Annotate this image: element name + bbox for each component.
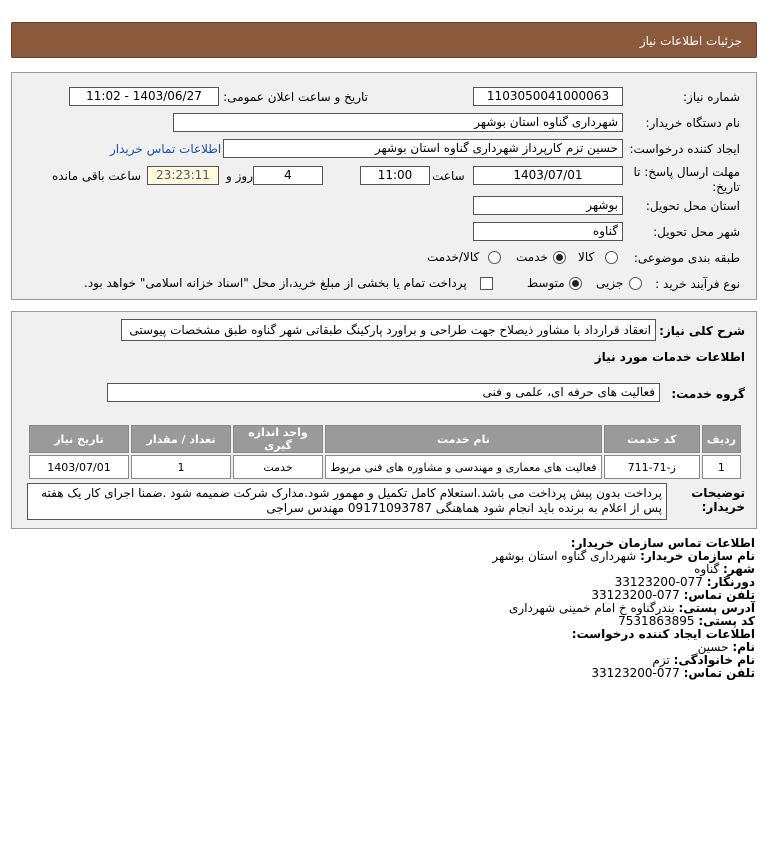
cell-service-name: فعالیت های معماری و مهندسی و مشاوره های فنی مربوط	[325, 455, 602, 479]
creator-family-value: تزم	[652, 653, 670, 667]
col-unit: واحد اندازه گیری	[233, 425, 323, 453]
description-label: شرح کلی نیاز:	[659, 324, 745, 338]
category-radio-goods[interactable]	[605, 251, 618, 264]
creator-phone-value: 077-33123200	[591, 666, 680, 680]
category-option-service: خدمت	[516, 250, 548, 264]
services-section-title: اطلاعات خدمات مورد نیاز	[594, 350, 745, 364]
creator-family-label: نام خانوادگی:	[673, 653, 755, 667]
buyer-org-value: شهرداری گناوه استان بوشهر	[492, 549, 637, 563]
buyer-fax-label: دورنگار:	[706, 575, 755, 589]
buyer-notes-field	[27, 483, 667, 520]
category-label: طبقه بندی موضوعی:	[633, 251, 740, 265]
buyer-contact-link[interactable]: اطلاعات تماس خریدار	[110, 142, 222, 156]
creator-name-label: نام:	[732, 640, 755, 654]
buyer-phone-value: 077-33123200	[591, 588, 680, 602]
buyer-name-label: نام دستگاه خریدار:	[645, 116, 740, 130]
category-radio-service[interactable]	[553, 251, 566, 264]
creator-contact-title: اطلاعات ایجاد کننده درخواست:	[571, 627, 755, 641]
page-title: جزئیات اطلاعات نیاز	[639, 34, 742, 48]
col-need-date: تاریخ نیاز	[29, 425, 129, 453]
need-number-label: شماره نیاز:	[683, 90, 740, 104]
days-label: روز و	[226, 169, 253, 183]
process-option-minor: جزیی	[596, 276, 624, 290]
days-field: 4	[253, 166, 323, 185]
col-service-code: کد خدمت	[604, 425, 700, 453]
creator-label: ایجاد کننده درخواست:	[629, 142, 740, 156]
category-option-goods-service: کالا/خدمت	[427, 250, 480, 264]
category-radio-goods-service[interactable]	[488, 251, 501, 264]
cell-unit: خدمت	[233, 455, 323, 479]
cell-row: 1	[702, 455, 741, 479]
service-group-label: گروه خدمت:	[671, 387, 745, 401]
buyer-fax-value: 077-33123200	[614, 575, 703, 589]
buyer-phone-label: تلفن تماس:	[683, 588, 755, 602]
buyer-contact-info	[195, 537, 755, 680]
page-header	[11, 22, 757, 58]
buyer-city-label: شهر:	[723, 562, 755, 576]
buyer-notes-label: توضیحات خریدار:	[691, 486, 745, 514]
buyer-city-value: گناوه	[694, 562, 720, 576]
province-label: استان محل تحویل:	[645, 199, 740, 213]
time-label: ساعت	[432, 169, 465, 183]
cell-need-date: 1403/07/01	[29, 455, 129, 479]
remaining-label: ساعت باقی مانده	[52, 169, 142, 183]
announce-field: 1403/06/27 - 11:02	[69, 87, 219, 106]
creator-field: حسین تزم کارپرداز شهرداری گناوه استان بوشهر	[223, 139, 623, 158]
buyer-postal-label: کد پستی:	[698, 614, 755, 628]
creator-phone-label: تلفن تماس:	[683, 666, 755, 680]
process-radio-medium[interactable]	[569, 277, 582, 290]
remaining-time-field: 23:23:11	[147, 166, 219, 185]
buyer-name-field: شهرداری گناوه استان بوشهر	[173, 113, 623, 132]
process-radio-minor[interactable]	[629, 277, 642, 290]
buyer-address-label: آدرس پستی:	[678, 601, 755, 615]
buyer-postal-value: 7531863895	[618, 614, 695, 628]
description-field: انعقاد قرارداد با مشاور ذیصلاح جهت طراحی و براورد پارکینگ طبقاتی شهر گناوه طبق مشخصات پیوستی	[121, 319, 656, 341]
col-row: ردیف	[702, 425, 741, 453]
buyer-contact-title: اطلاعات تماس سازمان خریدار:	[570, 536, 755, 550]
city-field: گناوه	[473, 222, 623, 241]
services-table-header	[29, 425, 741, 453]
cell-quantity: 1	[131, 455, 231, 479]
deadline-date-field: 1403/07/01	[473, 166, 623, 185]
deadline-label: مهلت ارسال پاسخ: تا تاریخ:	[633, 165, 740, 194]
treasury-payment-checkbox[interactable]	[480, 277, 493, 290]
treasury-payment-text: پرداخت تمام یا بخشی از مبلغ خرید،از محل "اسناد خزانه اسلامی" خواهد بود.	[84, 276, 467, 290]
buyer-notes-line-2: پس از اعلام به برنده باید انجام شود هماهنگی 09171093787 مهندس سراجی	[266, 501, 662, 515]
deadline-time-field: 11:00	[360, 166, 430, 185]
city-label: شهر محل تحویل:	[653, 225, 740, 239]
buyer-address-value: بندرگناوه خ امام خمینی شهرداری	[509, 601, 675, 615]
process-label: نوع فرآیند خرید :	[655, 277, 740, 291]
services-table	[27, 423, 743, 481]
process-option-medium: متوسط	[527, 276, 565, 290]
category-option-goods: کالا	[578, 250, 595, 264]
service-group-field: فعالیت های حرفه ای، علمی و فنی	[107, 383, 660, 402]
col-quantity: تعداد / مقدار	[131, 425, 231, 453]
buyer-notes-line-1: پرداخت بدون پیش پرداخت می باشد.استعلام کامل تکمیل و مهمور شود.مدارک شرکت ضمیمه شود .ضمنا اجرای کار یک هفته	[41, 486, 662, 500]
cell-service-code: ز-71-711	[604, 455, 700, 479]
announce-label: تاریخ و ساعت اعلان عمومی:	[223, 90, 368, 104]
buyer-org-label: نام سازمان خریدار:	[640, 549, 755, 563]
table-row	[29, 455, 741, 479]
need-number-field: 1103050041000063	[473, 87, 623, 106]
col-service-name: نام خدمت	[325, 425, 602, 453]
creator-name-value: حسین	[697, 640, 729, 654]
province-field: بوشهر	[473, 196, 623, 215]
